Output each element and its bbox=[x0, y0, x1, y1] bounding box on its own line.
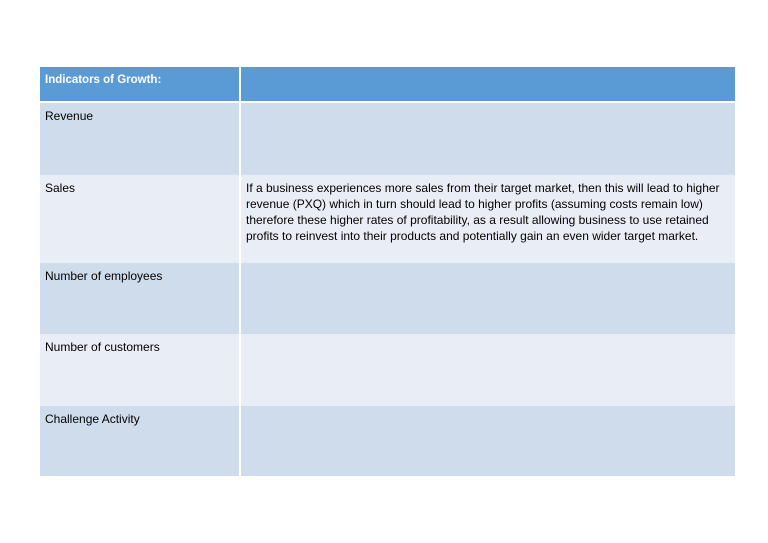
header-indicators-cell: Indicators of Growth: bbox=[40, 67, 240, 102]
row-text-revenue bbox=[240, 102, 735, 175]
table-row-employees bbox=[40, 263, 735, 334]
table-row-challenge bbox=[40, 406, 735, 476]
row-text-employees bbox=[240, 263, 735, 334]
header-description-cell bbox=[240, 67, 735, 102]
row-label-challenge: Challenge Activity bbox=[40, 406, 240, 476]
row-text-challenge bbox=[240, 406, 735, 476]
row-text-customers bbox=[240, 334, 735, 406]
row-label-revenue: Revenue bbox=[40, 102, 240, 175]
row-label-employees: Number of employees bbox=[40, 263, 240, 334]
table-row-customers bbox=[40, 334, 735, 406]
table-row-revenue bbox=[40, 102, 735, 175]
growth-indicators-table bbox=[40, 67, 735, 476]
row-label-sales: Sales bbox=[40, 175, 240, 263]
row-text-sales: If a business experiences more sales from their target market, then this will lead to higher revenue (PXQ) which in turn should lead to higher profits (assuming costs remain low) therefore these higher rates of profitability, as a result allowing business to use retained profits to reinvest into their products and potentially gain an even wider target market. bbox=[240, 175, 735, 263]
table-row-sales bbox=[40, 175, 735, 263]
table-header-row bbox=[40, 67, 735, 102]
row-label-customers: Number of customers bbox=[40, 334, 240, 406]
